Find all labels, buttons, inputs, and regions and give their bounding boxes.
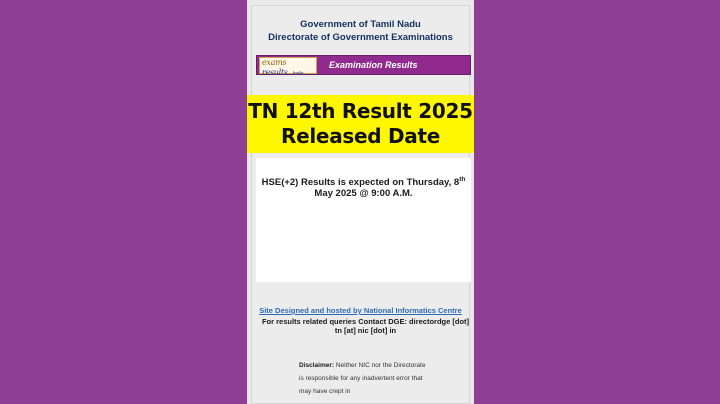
notice-part-1: HSE(+2) Results is expected on Thursday, 8 (261, 177, 460, 188)
results-frame (251, 5, 470, 404)
contact-info (260, 317, 471, 335)
disclaimer (299, 359, 429, 398)
government-header (252, 18, 469, 44)
disclaimer-label: Disclaimer: (299, 362, 335, 369)
notice-part-2: May 2025 @ 9:00 A.M. (314, 188, 413, 199)
logo-exams-text: exams (262, 58, 287, 67)
notice-box (256, 158, 471, 282)
contact-line-2: tn [at] nic [dot] in (334, 326, 397, 335)
examination-results-title: Examination Results (329, 60, 418, 70)
header-line-1: Government of Tamil Nadu (300, 19, 421, 30)
notice-superscript: th (459, 176, 466, 183)
contact-line-1: For results related queries Contact DGE: directordge [dot] (261, 317, 470, 326)
disclaimer-text: Neither NIC nor the Directorate is responsible for any inadvertent error that may have crept in (299, 362, 426, 395)
result-date-notice (256, 177, 471, 199)
header-line-2: Directorate of Government Examinations (268, 32, 453, 43)
logo-results-text: results (262, 68, 288, 77)
banner-title-line-1: TN 12th Result 2025 (248, 99, 473, 123)
result-banner (247, 95, 474, 153)
banner-title-line-2: Released Date (281, 124, 440, 148)
exams-results-india-logo[interactable] (259, 57, 317, 77)
logo-india-text: India (292, 71, 304, 77)
page-container (247, 0, 474, 404)
examination-results-bar (256, 55, 471, 75)
nic-link[interactable]: Site Designed and hosted by National Informatics Centre (259, 306, 462, 315)
